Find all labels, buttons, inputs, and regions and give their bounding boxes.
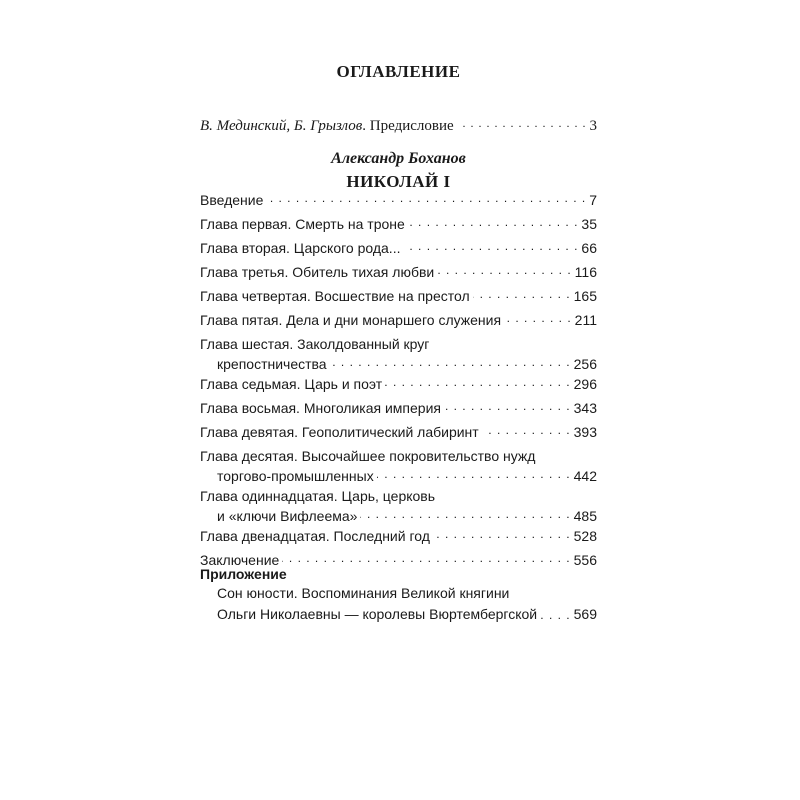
toc-entry (200, 286, 597, 306)
toc-entry-text: торгово-промышленных (217, 468, 374, 484)
toc-page-number: 66 (581, 240, 597, 256)
toc-page-number: 256 (573, 356, 597, 372)
toc-entry (200, 310, 597, 330)
toc-entry-text: Глава пятая. Дела и дни монаршего служения (200, 312, 502, 328)
toc-page-number: 35 (581, 216, 597, 232)
toc-page-number: 343 (573, 400, 597, 416)
dot-leader (385, 375, 570, 389)
toc-page-number: 7 (589, 192, 597, 208)
dot-leader (403, 239, 578, 253)
page-title: ОГЛАВЛЕНИЕ (336, 62, 461, 81)
dot-leader (266, 191, 586, 205)
dot-leader (437, 263, 571, 277)
toc-entry (200, 190, 597, 210)
book-title: НИКОЛАЙ I (346, 172, 451, 191)
toc-entry-text: и «ключи Вифлеема» (217, 508, 358, 524)
toc-entry (200, 526, 597, 546)
dot-leader (457, 116, 587, 130)
toc-page-number: 393 (573, 424, 597, 440)
toc-entry (200, 486, 597, 526)
preface-authors: В. Мединский, Б. Грызлов (200, 118, 363, 134)
toc-page-number: 211 (574, 312, 597, 328)
toc-entry-text: Заключение (200, 552, 280, 568)
toc-entry (200, 398, 597, 418)
section-author: Александр Боханов (331, 150, 466, 167)
dot-leader (377, 467, 571, 481)
toc-page-number: 528 (573, 528, 597, 544)
toc-page-number: 485 (573, 508, 597, 524)
toc-entry-text: Глава десятая. Высочайшее покровительство нужд (200, 448, 536, 464)
dot-leader (504, 311, 572, 325)
toc-page-number: 442 (573, 468, 597, 484)
toc-entry-text: Глава шестая. Заколдованный круг (200, 336, 430, 352)
toc-entry-text: Глава первая. Смерть на троне (200, 216, 405, 232)
toc-entry-text: Глава двенадцатая. Последний год (200, 528, 430, 544)
preface-label: . Предисловие (362, 118, 454, 134)
dot-leader (473, 287, 571, 301)
toc-entry (200, 374, 597, 394)
toc-entry (200, 262, 597, 282)
dot-leader (433, 527, 571, 541)
toc-entry-text: Глава девятая. Геополитический лабиринт (200, 424, 479, 440)
toc-entry-text: Глава третья. Обитель тихая любви (200, 264, 435, 280)
dot-leader (282, 551, 570, 565)
dot-leader (330, 355, 571, 369)
appendix-line-2: Ольги Николаевны — королевы Вюртембергской (217, 606, 538, 622)
toc-entry-text: Глава четвертая. Восшествие на престол (200, 288, 470, 304)
appendix-entry (217, 605, 597, 622)
toc-page-number: 556 (573, 552, 597, 568)
dot-leader (482, 423, 571, 437)
dot-leader (360, 507, 570, 521)
dot-leader (408, 215, 579, 229)
toc-entry-text: Глава одиннадцатая. Царь, церковь (200, 488, 436, 504)
toc-entry (200, 422, 597, 442)
toc-entry-text: крепостничества (217, 356, 327, 372)
preface-page-number: 3 (589, 118, 597, 134)
dot-leader (444, 399, 571, 413)
appendix-page-number: 569 (573, 606, 597, 622)
toc-entry-text: Введение (200, 192, 264, 208)
toc-page-number: 296 (573, 376, 597, 392)
toc-entry-text: Глава седьмая. Царь и поэт (200, 376, 383, 392)
toc-page-number: 165 (573, 288, 597, 304)
toc-entry (200, 214, 597, 234)
toc-entry (200, 238, 597, 258)
dot-leader (540, 605, 571, 619)
toc-entry-text: Глава восьмая. Многоликая империя (200, 400, 441, 416)
appendix-line-1: Сон юности. Воспоминания Великой княгини (217, 585, 510, 601)
toc-entry-text: Глава вторая. Царского рода... (200, 240, 401, 256)
toc-entry (200, 334, 597, 374)
toc-entry (200, 446, 597, 486)
appendix-title: Приложение (200, 566, 287, 582)
toc-page-number: 116 (574, 264, 597, 280)
